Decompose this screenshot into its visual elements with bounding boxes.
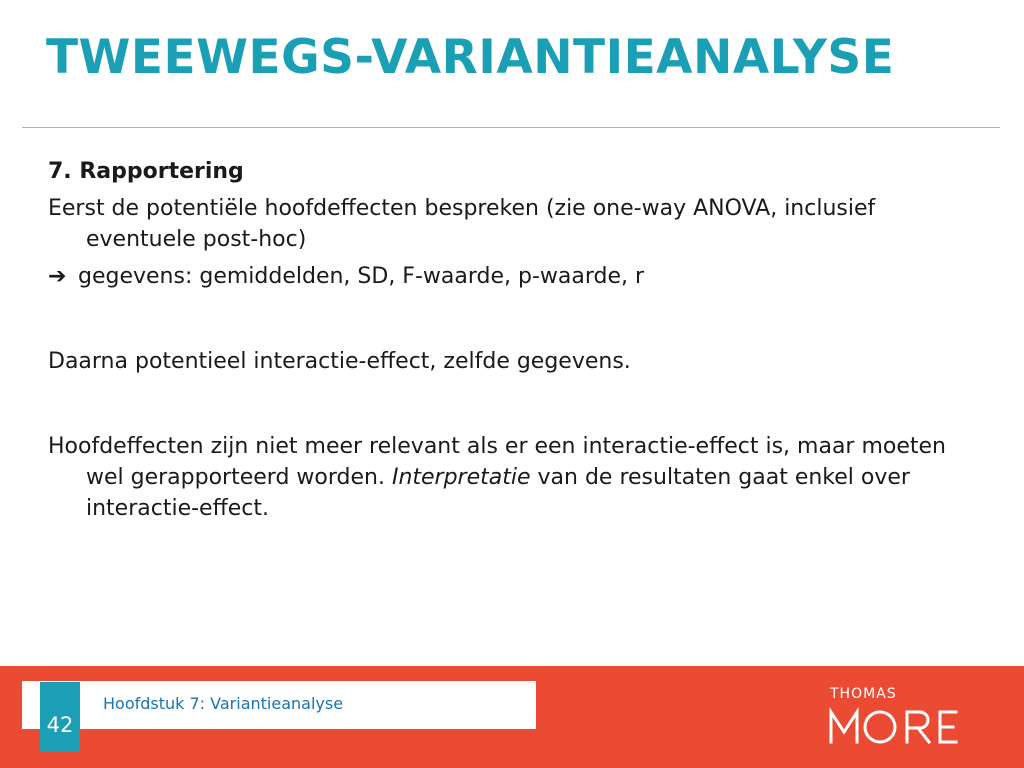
arrow-right-icon: ➔ [48, 264, 67, 289]
paragraph-interaction: Daarna potentieel interactie-effect, zelfde gegevens. [48, 349, 631, 374]
slide-title: TWEEWEGS-VARIANTIEANALYSE [46, 30, 895, 85]
title-divider [22, 127, 1000, 128]
data-points-text: gegevens: gemiddelden, SD, F-waarde, p-waarde, r [78, 264, 645, 289]
paragraph-relevance [48, 431, 968, 524]
chapter-label: Hoofdstuk 7: Variantieanalyse [103, 694, 344, 713]
section-heading: 7. Rapportering [48, 159, 244, 184]
page-number: 42 [40, 682, 80, 752]
relevance-emphasis: Interpretatie [391, 465, 531, 490]
paragraph-data-points [48, 261, 968, 292]
logo-mark-icon [828, 704, 978, 748]
slide-body [48, 156, 968, 530]
thomas-more-logo [828, 686, 978, 748]
relevance-text-a: Hoofdeffecten zijn niet meer relevant als er een interactie-effect is, maar moeten wel gerapporteerd worden. [48, 434, 947, 490]
relevance-text-b: van de resultaten gaat enkel over interactie-effect. [86, 465, 910, 521]
paragraph-main-effects: Eerst de potentiële hoofdeffecten bespreken (zie one-way ANOVA, inclusief eventuele post-hoc) [48, 196, 876, 252]
logo-text-top: THOMAS [830, 686, 897, 702]
